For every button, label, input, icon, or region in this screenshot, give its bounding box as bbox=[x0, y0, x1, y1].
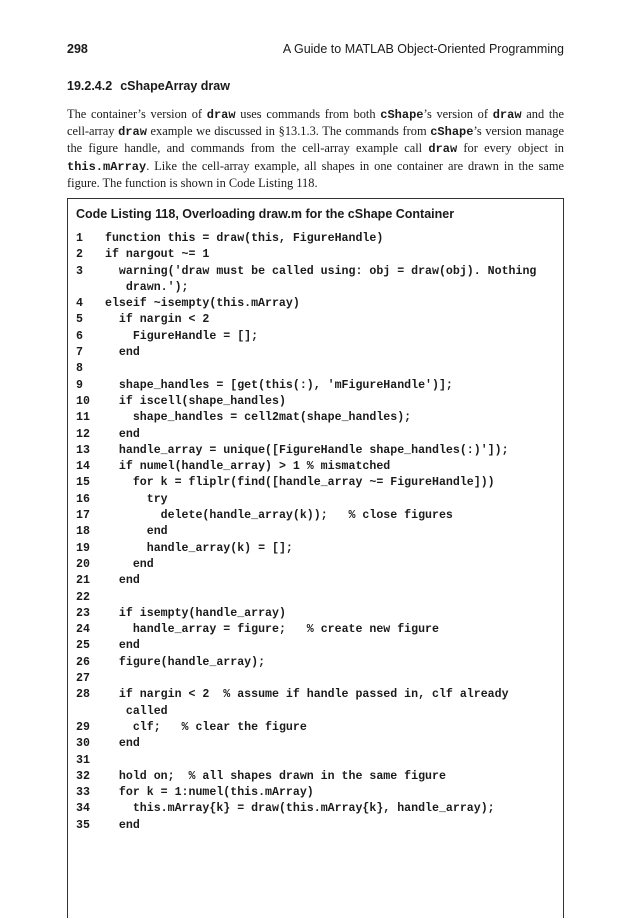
code-line bbox=[68, 736, 565, 752]
line-code: handle_array = unique([FigureHandle shape_handles(:)']); bbox=[105, 443, 509, 457]
code-listing-box bbox=[67, 198, 564, 918]
inline-code: draw bbox=[118, 125, 147, 140]
line-number: 13 bbox=[76, 443, 90, 457]
code-line bbox=[68, 410, 565, 426]
code-line bbox=[68, 687, 565, 720]
line-code: handle_array(k) = []; bbox=[105, 541, 293, 555]
inline-code: draw bbox=[492, 108, 522, 122]
code-line bbox=[68, 541, 565, 557]
section-title: cShapeArray draw bbox=[120, 79, 230, 93]
intro-text: ’s version manage the figure handle, and commands from the cell-array example call bbox=[67, 124, 564, 156]
line-code: clf; % clear the figure bbox=[105, 720, 307, 734]
line-number: 18 bbox=[76, 525, 90, 539]
line-code: if isempty(handle_array) bbox=[105, 606, 286, 620]
inline-code: draw bbox=[428, 142, 458, 157]
code-line bbox=[68, 769, 565, 785]
code-line bbox=[68, 345, 565, 361]
line-code: end bbox=[105, 525, 168, 539]
intro-text: and the cell-array bbox=[67, 107, 564, 139]
code-line bbox=[68, 492, 565, 508]
line-code: end bbox=[105, 574, 140, 588]
line-number: 15 bbox=[76, 476, 90, 490]
code-line bbox=[68, 606, 565, 622]
inline-code: cShape bbox=[430, 125, 474, 140]
line-code: FigureHandle = []; bbox=[105, 329, 259, 343]
section-number: 19.2.4.2 bbox=[67, 79, 113, 93]
line-number: 16 bbox=[76, 492, 90, 506]
line-number: 23 bbox=[76, 606, 90, 620]
line-number: 11 bbox=[76, 411, 90, 425]
line-code: end bbox=[105, 818, 140, 832]
page-header bbox=[67, 42, 564, 60]
line-code: warning('draw must be called using: obj = draw(obj). Nothing drawn.'); bbox=[118, 264, 537, 294]
line-code: end bbox=[105, 737, 140, 751]
code-line bbox=[68, 573, 565, 589]
line-number: 25 bbox=[76, 639, 90, 653]
line-code: shape_handles = [get(this(:), 'mFigureHandle')]; bbox=[105, 378, 453, 392]
line-code: end bbox=[105, 639, 140, 653]
code-line bbox=[68, 801, 565, 817]
line-number: 35 bbox=[76, 818, 90, 832]
code-line bbox=[68, 785, 565, 801]
line-number: 29 bbox=[76, 720, 90, 734]
line-number: 30 bbox=[76, 737, 90, 751]
line-number: 32 bbox=[76, 769, 90, 783]
line-code: end bbox=[105, 557, 154, 571]
code-line bbox=[68, 720, 565, 736]
line-code: if nargout ~= 1 bbox=[105, 248, 210, 262]
code-line bbox=[68, 247, 565, 263]
line-number: 10 bbox=[76, 394, 90, 408]
line-code: if iscell(shape_handles) bbox=[105, 394, 286, 408]
code-line bbox=[68, 508, 565, 524]
code-line bbox=[68, 231, 565, 247]
line-code: this.mArray{k} = draw(this.mArray{k}, handle_array); bbox=[105, 802, 495, 816]
line-number: 3 bbox=[76, 264, 83, 278]
code-line bbox=[68, 638, 565, 654]
line-code: if nargin < 2 bbox=[105, 313, 210, 327]
line-code: end bbox=[105, 346, 140, 360]
line-number: 12 bbox=[76, 427, 90, 441]
code-line bbox=[68, 655, 565, 671]
line-code: try bbox=[105, 492, 168, 506]
intro-text: . Like the cell-array example, all shapes in one container are drawn in the same figure. The function is shown in Code Listing 118. bbox=[67, 158, 564, 190]
code-line bbox=[68, 622, 565, 638]
line-number: 9 bbox=[76, 378, 83, 392]
code-line bbox=[68, 524, 565, 540]
line-number: 17 bbox=[76, 509, 90, 523]
line-number: 2 bbox=[76, 248, 83, 262]
line-code: for k = fliplr(find([handle_array ~= FigureHandle])) bbox=[105, 476, 495, 490]
intro-text: for every object in bbox=[457, 141, 564, 156]
line-number: 4 bbox=[76, 297, 83, 311]
line-number: 20 bbox=[76, 557, 90, 571]
code-line bbox=[68, 671, 565, 687]
inline-code: cShape bbox=[380, 108, 424, 122]
intro-paragraph bbox=[67, 106, 564, 191]
line-number: 31 bbox=[76, 753, 90, 767]
code-line bbox=[68, 590, 565, 606]
code-line bbox=[68, 818, 565, 834]
code-line bbox=[68, 427, 565, 443]
line-code: for k = 1:numel(this.mArray) bbox=[105, 786, 314, 800]
line-number: 22 bbox=[76, 590, 90, 604]
line-number: 7 bbox=[76, 346, 83, 360]
intro-text: The container’s version of bbox=[67, 107, 207, 121]
section-heading bbox=[67, 79, 230, 93]
code-line bbox=[68, 557, 565, 573]
line-code: shape_handles = cell2mat(shape_handles); bbox=[105, 411, 412, 425]
line-code: function this = draw(this, FigureHandle) bbox=[105, 232, 384, 245]
line-code: figure(handle_array); bbox=[105, 655, 266, 669]
code-line bbox=[68, 264, 565, 297]
line-number: 28 bbox=[76, 688, 90, 702]
line-code: handle_array = figure; % create new figure bbox=[105, 623, 439, 637]
line-number: 27 bbox=[76, 672, 90, 686]
intro-text: example we discussed in §13.1.3. The commands from bbox=[146, 124, 431, 139]
code-line bbox=[68, 378, 565, 394]
line-code: hold on; % all shapes drawn in the same figure bbox=[105, 769, 446, 783]
running-title: A Guide to MATLAB Object-Oriented Programming bbox=[282, 42, 564, 56]
code-block bbox=[68, 231, 565, 834]
line-code: end bbox=[105, 427, 140, 441]
code-line bbox=[68, 394, 565, 410]
line-number: 1 bbox=[76, 232, 83, 245]
line-number: 6 bbox=[76, 329, 83, 343]
line-number: 8 bbox=[76, 362, 83, 376]
code-line bbox=[68, 475, 565, 491]
code-line bbox=[68, 329, 565, 345]
code-line bbox=[68, 443, 565, 459]
line-number: 14 bbox=[76, 460, 90, 474]
code-line bbox=[68, 753, 565, 769]
page-number: 298 bbox=[67, 42, 88, 56]
code-line bbox=[68, 312, 565, 328]
code-line bbox=[68, 361, 565, 377]
inline-code: draw bbox=[206, 108, 236, 122]
line-number: 33 bbox=[76, 786, 90, 800]
line-code: if nargin < 2 % assume if handle passed in, clf already called bbox=[118, 688, 509, 718]
line-code: delete(handle_array(k)); % close figures bbox=[105, 509, 453, 523]
line-number: 34 bbox=[76, 802, 90, 816]
code-listing-caption: Code Listing 118, Overloading draw.m for the cShape Container bbox=[76, 207, 455, 221]
inline-code: this.mArray bbox=[67, 159, 147, 174]
intro-text: uses commands from both bbox=[235, 107, 381, 121]
line-number: 19 bbox=[76, 541, 90, 555]
line-code: if numel(handle_array) > 1 % mismatched bbox=[105, 460, 391, 474]
line-number: 26 bbox=[76, 655, 90, 669]
line-number: 24 bbox=[76, 623, 90, 637]
code-line bbox=[68, 459, 565, 475]
line-code: elseif ~isempty(this.mArray) bbox=[105, 297, 300, 311]
code-line bbox=[68, 296, 565, 312]
intro-text: ’s version of bbox=[423, 107, 493, 121]
line-number: 5 bbox=[76, 313, 83, 327]
line-number: 21 bbox=[76, 574, 90, 588]
